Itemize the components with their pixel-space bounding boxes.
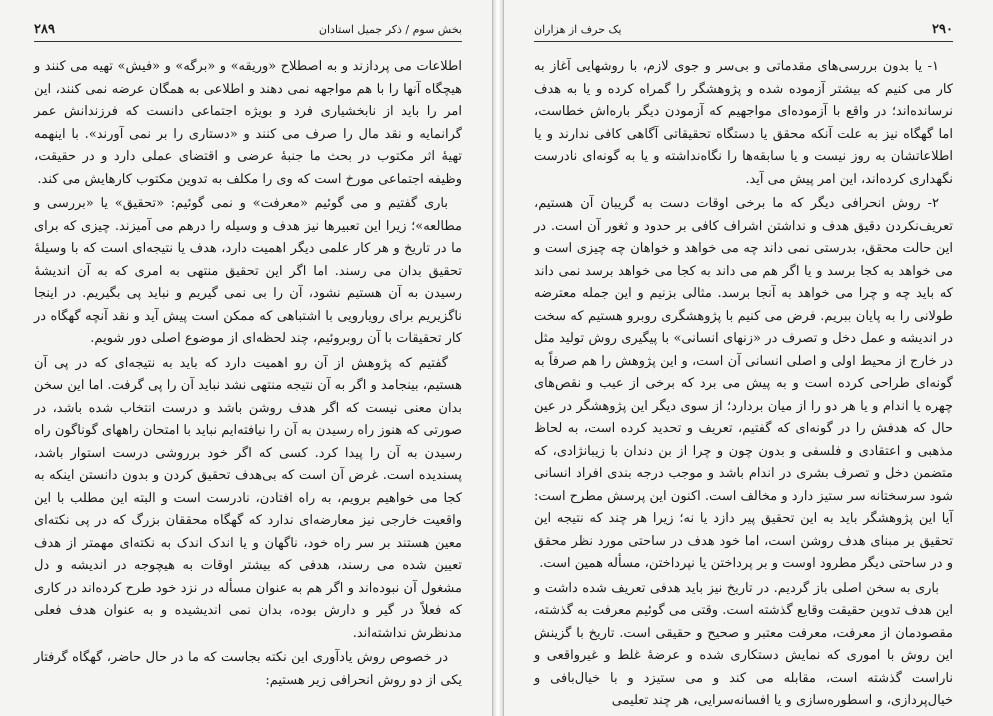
left-page-body — [34, 56, 462, 692]
right-page-number: ۲۹۰ — [932, 22, 953, 37]
right-running-head: یک حرف از هزاران — [534, 23, 622, 36]
right-page-header — [534, 22, 953, 42]
left-paragraph-1: اطلاعات می پردازند و به اصطلاح «وریقه» و «برگه» و «فیش» تهیه می کنند و هیچگاه آنها را با هم مواجهه نمی دهند و اطلاعی به همگان عرضه نمی کنند، این امر را باید از نابخشیاری فرد و بویژه اجتماعی دانست که فرزندانش عمر گرانمایه و نقد مال را صرف می کنند و «دستاری را بر نمی آورند». با اینهمه تهیهٔ اثر مکتوب در بحث ما جنبهٔ عرضی و اقتضای عملی دارد و در حقیقت، وظیفه اجتماعی مورخ است که وی را مکلف به تدوین مکتوب کارهایش می کند. — [34, 59, 462, 187]
left-page-number: ۲۸۹ — [34, 22, 55, 37]
book-gutter — [492, 0, 504, 716]
right-paragraph-3: باری به سخن اصلی باز گردیم. در تاریخ نیز باید هدفی تعریف شده داشت و این هدف تدوین حقیقت وقایع گذشته است. وقتی می گوئیم معرفت به گذشته، مقصودمان از معرفت، معرفت معتبر و صحیح و حقیقی است. تاریخ با گزینش این روش با اموری که نمایش دستکاری شده و عرضهٔ غلط و غیرواقعی و ناراست گذشته است، مقابله می کند و می ستیزد و با خیال‌بافی و خیال‌پردازی، و اسطوره‌سازی و یا افسانه‌سرایی، هر چند تعلیمی — [534, 580, 953, 708]
left-running-head: بخش سوم / ذکر جمیل استادان — [318, 23, 462, 36]
right-page-body — [534, 56, 953, 713]
left-paragraph-4: در خصوص روش یادآوری این نکته بجاست که ما در حال حاضر، گهگاه گرفتار یکی از دو روش انحرافی زیر هستیم: — [34, 650, 462, 688]
right-paragraph-1: ۱- یا بدون بررسی‌های مقدماتی و بی‌سر و جوی لازم، با روشهایی آغاز به کار می کنیم که بیشتر آزموده شده و پژوهشگر را گمراه کرده و یا به هدف نرسانده‌اند؛ در واقع با آزموده‌ای مواجهیم که آزمودن دیگر بار‌ه‌اش خطاست، اما گهگاه نیز به علت آنکه محقق یا دستگاه تحقیقاتی آگاهی کافی ندارند و یا اطلاعاتشان به روز نیست و یا سابقه‌ها را نگاه‌نداشته و یا به گونه‌ای نادرست نگهداری کرده‌اند، این امر پیش می آید. — [534, 59, 953, 187]
right-paragraph-2: ۲- روش انحرافی دیگر که ما برخی اوقات دست به گریبان آن هستیم، تعریف‌نکردن دقیق هدف و نداشتن اشراف کافی بر حدود و ثغور آن است. در این حالت محقق، بدرستی نمی داند چه می خواهد و خواهان چه چیزی است و می خواهد به کجا برسد و یا اگر هم می داند به کجا می خواهد برسد نمی داند که باید چه و چرا می خواهد به آنجا برسد. مثالی بزنیم و این جمله معترضه طولانی را به پایان ببریم. فرض می کنیم با پژوهشگری روبرو هستیم که سخت در اندیشه و عمل دخل و تصرف در «زنهای انسانی» با پیگیری روش تولید مثل در خارج از محیط اولی و اصلی انسانی آن است، و این پژوهش را هم صرفاً به گونه‌ای طراحی کرده است و به پیش می برد که برخی از عیب و نقص‌های چهره یا اندام و یا هر دو را از میان بردارد؛ از سوی دیگر این پژوهشگر در عین حال که هدفش را در گونه‌ای که گفتیم، تعریف و تحدید کرده است، به لحاظ مذهبی و اعتقادی و فلسفی و بدون چون و چرا از بن دندان با زیبانژادی، که متضمن دخل و تصرف بشری در اندام باشد و موجب درجه بندی افراد انسانی شود سرسختانه سر ستیز دارد و مخالف است. اکنون این پرسش مطرح است: آیا این پژوهشگر باید به این تحقیق پیر دازد یا نه؛ زیرا هر چند که نتیجه این تحقیق بر مبنای هدف روشن است، اما خود هدف در ساحتی مورد نظر محقق و در ساحتی دیگر مطرود اوست و بر پرداختن یا نپرداختن، مسأله همین است. — [534, 196, 953, 571]
left-page-header — [34, 22, 462, 42]
left-paragraph-2: باری گفتیم و می گوئیم «معرفت» و نمی گوئیم: «تحقیق» یا «بررسی و مطالعه»؛ زیرا این تعبیرها نیز هدف و وسیله را درهم می آمیزند. چیزی که برای ما در تاریخ و هر کار علمی دیگر اهمیت دارد، هدف یا نتیجه‌ای است که با وسیلهٔ تحقیق بدان می رسند. اما اگر این تحقیق منتهی به امری که به آن اندیشهٔ رسیدن به آن هستیم نشود، آن را بی نمی گیریم و نباید پی بگیریم. در اینجا ناگزیریم برای رویارویی با اشتباهی که ممکن است پیش آید و نقد آنچه گهگاه در کار تحقیقات با آن روبروئیم، چند لحظه‌ای از موضوع اصلی دور شویم. — [34, 196, 462, 346]
right-page — [504, 0, 993, 716]
left-paragraph-3: گفتیم که پژوهش از آن رو اهمیت دارد که باید به نتیجه‌ای که در پی آن هستیم، بینجامد و اگر به آن نتیجه منتهی نشد نباید آن را پی گرفت. اما این سخن بدان معنی نیست که اگر هدف روشن باشد و درست انتخاب شده باشد، در صورتی که هنوز راه رسیدن به آن را نیافته‌ایم نباید با امتحان راههای گوناگون راه رسیدن به آن را پیدا کرد. کسی که اگر خود برروشی درست استوار باشد، پسندیده است. غرض آن است که بی‌هدف تحقیق کردن و بدون دانستن اینکه به کجا می خواهیم برویم، به راه افتادن، نادرست است و البته این مطلب با این واقعیت خارجی نیز معارضه‌ای ندارد که گهگاه محققان بزرگ که در پی نکته‌ای معین هستند بر سر راه خود، ناگهان و یا اندک اندک به نکته‌ای مهمتر از هدف تعیین شده می رسند، هدفی که بیشتر اوقات به هیچوجه در اندیشه و دل مشغول آن نبوده‌اند و اگر هم به عنوان مسأله در نزد خود طرح کرده‌اند در کاری که فعلاً در گیر و دارش بوده، بدان نمی اندیشیده و به عنوان هدف فعلی مدنظرش نداشته‌اند. — [34, 355, 462, 641]
left-page — [0, 0, 492, 716]
